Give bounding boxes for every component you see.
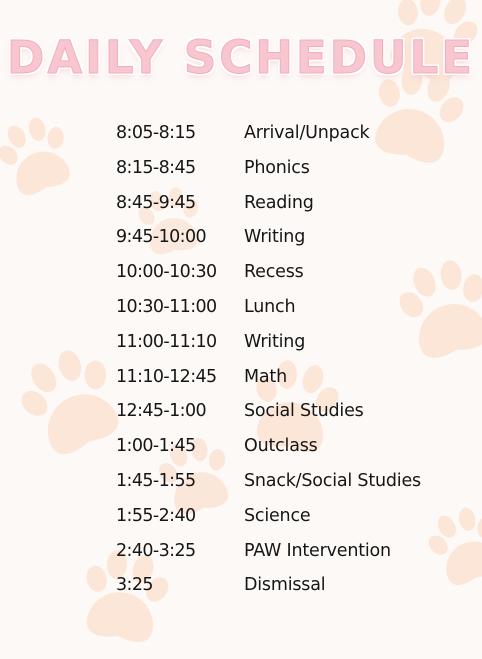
- schedule-row: [116, 466, 456, 501]
- page-title: DAILY SCHEDULE: [7, 31, 475, 84]
- schedule-activity: Recess: [244, 262, 304, 283]
- schedule-row: [116, 188, 456, 223]
- schedule-time: 8:45-9:45: [116, 192, 196, 213]
- schedule-activity: Lunch: [244, 296, 296, 317]
- schedule-activity: Outclass: [244, 436, 318, 457]
- schedule-row: [116, 536, 456, 571]
- schedule-time: 1:00-1:45: [116, 436, 196, 457]
- schedule-activity: Math: [244, 366, 287, 387]
- schedule-time: 1:45-1:55: [116, 470, 196, 491]
- schedule-time: 1:55-2:40: [116, 505, 196, 526]
- schedule-activity: Phonics: [244, 157, 310, 178]
- schedule-time: 10:30-11:00: [116, 296, 217, 317]
- schedule-time: 11:00-11:10: [116, 331, 217, 352]
- schedule-row: [116, 362, 456, 397]
- schedule-activity: Social Studies: [244, 401, 364, 422]
- schedule-activity: Dismissal: [244, 575, 326, 596]
- schedule-row: [116, 153, 456, 188]
- schedule-time: 3:25: [116, 575, 153, 596]
- schedule-time: 2:40-3:25: [116, 540, 196, 561]
- schedule-row: [116, 222, 456, 257]
- schedule-activity: Snack/Social Studies: [244, 470, 421, 491]
- schedule-activity: Science: [244, 505, 311, 526]
- schedule-row: [116, 501, 456, 536]
- schedule-list: [116, 118, 456, 605]
- schedule-row: [116, 292, 456, 327]
- schedule-activity: Arrival/Unpack: [244, 123, 370, 143]
- schedule-row: [116, 396, 456, 431]
- schedule-row: [116, 257, 456, 292]
- schedule-row: [116, 570, 456, 605]
- schedule-time: 9:45-10:00: [116, 227, 207, 248]
- schedule-activity: Writing: [244, 331, 306, 352]
- schedule-activity: Writing: [244, 227, 306, 248]
- schedule-activity: PAW Intervention: [244, 540, 391, 561]
- schedule-row: [116, 118, 456, 153]
- schedule-time: 12:45-1:00: [116, 401, 207, 422]
- paw-print-icon: [0, 97, 93, 212]
- schedule-activity: Reading: [244, 192, 314, 213]
- schedule-row: [116, 327, 456, 362]
- schedule-row: [116, 431, 456, 466]
- schedule-time: 8:15-8:45: [116, 157, 196, 178]
- schedule-time: 10:00-10:30: [116, 262, 217, 283]
- schedule-time: 11:10-12:45: [116, 366, 217, 387]
- schedule-time: 8:05-8:15: [116, 123, 196, 143]
